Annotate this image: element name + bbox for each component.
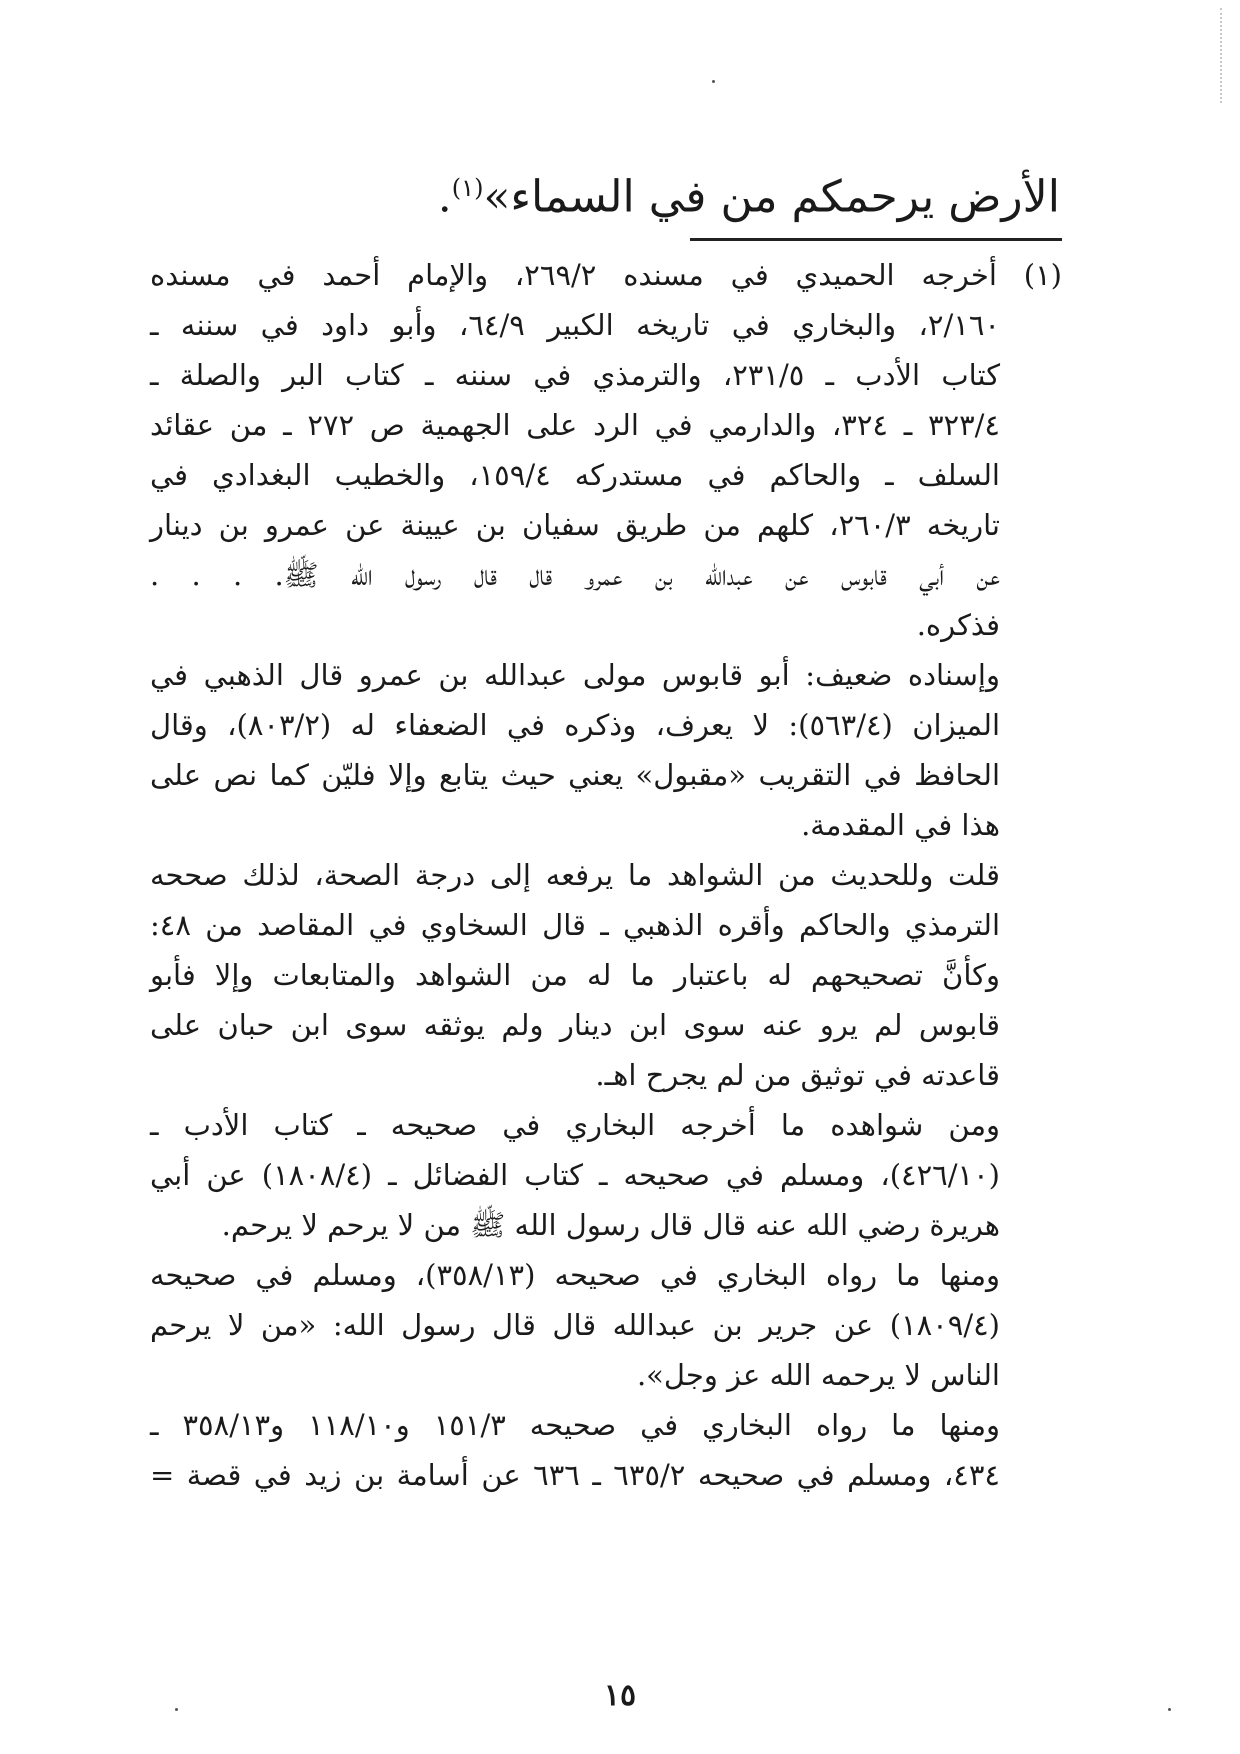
footnote-line: فذكره. (916, 608, 1000, 642)
footnote-line: تاريخه ٢٦٠/٣، كلهم من طريق سفيان بن عيينة عن عمرو بن دينار (150, 508, 1000, 542)
scan-speck (712, 80, 715, 83)
footnote-line: وإسناده ضعيف: أبو قابوس مولى عبدالله بن عمرو قال الذهبي في (150, 658, 1000, 692)
footnote-line: الترمذي والحاكم وأقره الذهبي ـ قال السخاوي في المقاصد من ٤٨: (150, 908, 1000, 942)
main-text-period: . (437, 171, 452, 223)
footnote-line: ومنها ما رواه البخاري في صحيحه (٣٥٨/١٣)، ومسلم في صحيحه (150, 1258, 1000, 1292)
footnote-line: قاعدته في توثيق من لم يجرح اهـ. (595, 1058, 1000, 1092)
footnote-line: (١) أخرجه الحميدي في مسنده ٢٦٩/٢، والإمام أحمد في مسنده (150, 258, 1062, 292)
footnote-line: هريرة رضي الله عنه قال قال رسول الله ﷺ من لا يرحم لا يرحم. (221, 1208, 1000, 1242)
main-text-line (438, 158, 1060, 228)
page-number: ١٥ (603, 1678, 637, 1713)
footnote-line: ٢/١٦٠، والبخاري في تاريخه الكبير ٦٤/٩، وأبو داود في سننه ـ (150, 308, 1000, 342)
footnote-line: ومن شواهده ما أخرجه البخاري في صحيحه ـ كتاب الأدب ـ (150, 1108, 1000, 1142)
footnote-line: السلف ـ والحاكم في مستدركه ١٥٩/٤، والخطيب البغدادي في (150, 458, 1000, 492)
footnote-line: الناس لا يرحمه الله عز وجل». (636, 1358, 1000, 1392)
main-text: الأرض يرحمكم من في السماء» (483, 171, 1060, 223)
footnote-line: عن أبي قابوس عن عبدالله بن عمرو قال قال رسول الله ﷺ. . . . (150, 558, 1000, 592)
footnote-line: الميزان (٥٦٣/٤): لا يعرف، وذكره في الضعفاء له (٨٠٣/٢)، وقال (150, 708, 1000, 742)
footnote-separator (690, 238, 1062, 241)
footnote-line: هذا في المقدمة. (801, 808, 1000, 842)
footnote-line: ٣٢٣/٤ ـ ٣٢٤، والدارمي في الرد على الجهمية ص ٢٧٢ ـ من عقائد (150, 408, 1001, 442)
footnote-line: ٤٣٤، ومسلم في صحيحه ٦٣٥/٢ ـ ٦٣٦ عن أسامة بن زيد في قصة = (150, 1458, 1000, 1492)
footnote-line: وكأنَّ تصحيحهم له باعتبار ما له من الشواهد والمتابعات وإلا فأبو (150, 958, 1000, 992)
footnote-line: قابوس لم يرو عنه سوى ابن دينار ولم يوثقه سوى ابن حبان على (150, 1008, 1000, 1042)
footnote-line: (١٨٠٩/٤) عن جرير بن عبدالله قال قال رسول الله: «من لا يرحم (150, 1308, 1000, 1342)
footnote-line: ومنها ما رواه البخاري في صحيحه ١٥١/٣ و١١٨/١٠ و٣٥٨/١٣ ـ (150, 1408, 1000, 1442)
footnote-line: (٤٢٦/١٠)، ومسلم في صحيحه ـ كتاب الفضائل ـ (١٨٠٨/٤) عن أبي (150, 1158, 1000, 1192)
footnote-line: كتاب الأدب ـ ٢٣١/٥، والترمذي في سننه ـ كتاب البر والصلة ـ (150, 358, 1001, 392)
footnote-reference: (١) (451, 174, 484, 202)
footnote-block (150, 250, 1062, 1500)
scan-edge-marks (1218, 8, 1222, 103)
footnote-line: الحافظ في التقريب «مقبول» يعني حيث يتابع وإلا فليّن كما نص على (150, 758, 1000, 792)
footnote-line: قلت وللحديث من الشواهد ما يرفعه إلى درجة الصحة، لذلك صححه (150, 858, 1000, 892)
